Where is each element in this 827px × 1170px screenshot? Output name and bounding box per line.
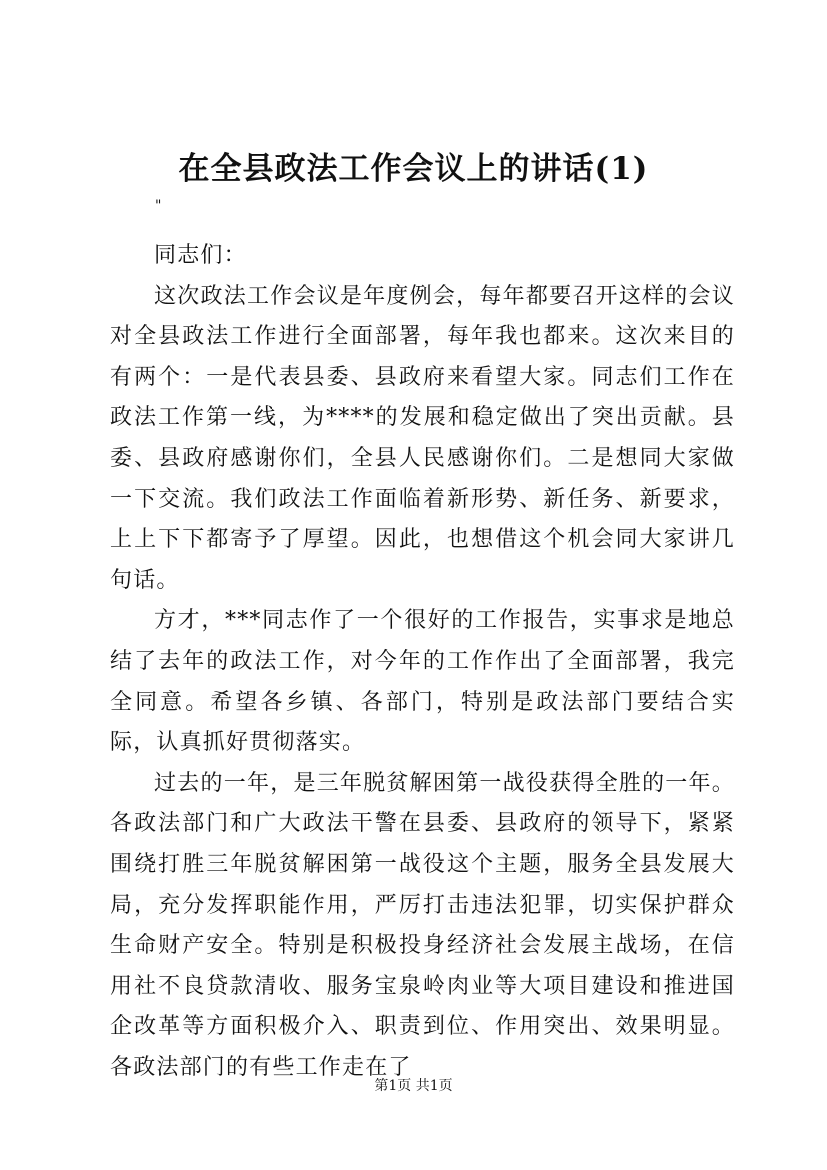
document-title: 在全县政法工作会议上的讲话(1)	[178, 151, 649, 187]
document-body	[110, 236, 735, 1088]
salutation: 同志们：	[154, 243, 247, 268]
paragraph: 方才，***同志作了一个很好的工作报告，实事求是地总结了去年的政法工作，对今年的工作作出了全面部署，我完全同意。希望各乡镇、各部门，特别是政法部门要结合实际，认真抓好贯彻落实。	[110, 608, 735, 756]
paragraph: 过去的一年，是三年脱贫解困第一战役获得全胜的一年。各政法部门和广大政法干警在县委、县政府的领导下，紧紧围绕打胜三年脱贫解困第一战役这个主题，服务全县发展大局，充分发挥职能作用，严厉打击违法犯罪，切实保护群众生命财产安全。特别是积极投身经济社会发展主战场，在信用社不良贷款清收、服务宝泉岭肉业等大项目建设和推进国企改革等方面积极介入、职责到位、作用突出、效果明显。各政法部门的有些工作走在了	[110, 770, 735, 1080]
paragraph: 这次政法工作会议是年度例会，每年都要召开这样的会议对全县政法工作进行全面部署，每年我也都来。这次来目的有两个：一是代表县委、县政府来看望大家。同志们工作在政法工作第一线，为****的发展和稳定做出了突出贡献。县委、县政府感谢你们，全县人民感谢你们。二是想同大家做一下交流。我们政法工作面临着新形势、新任务、新要求，上上下下都寄予了厚望。因此，也想借这个机会同大家讲几句话。	[110, 283, 735, 593]
page-footer: 第1页 共1页	[374, 1078, 453, 1094]
quote-mark: "	[155, 198, 162, 214]
